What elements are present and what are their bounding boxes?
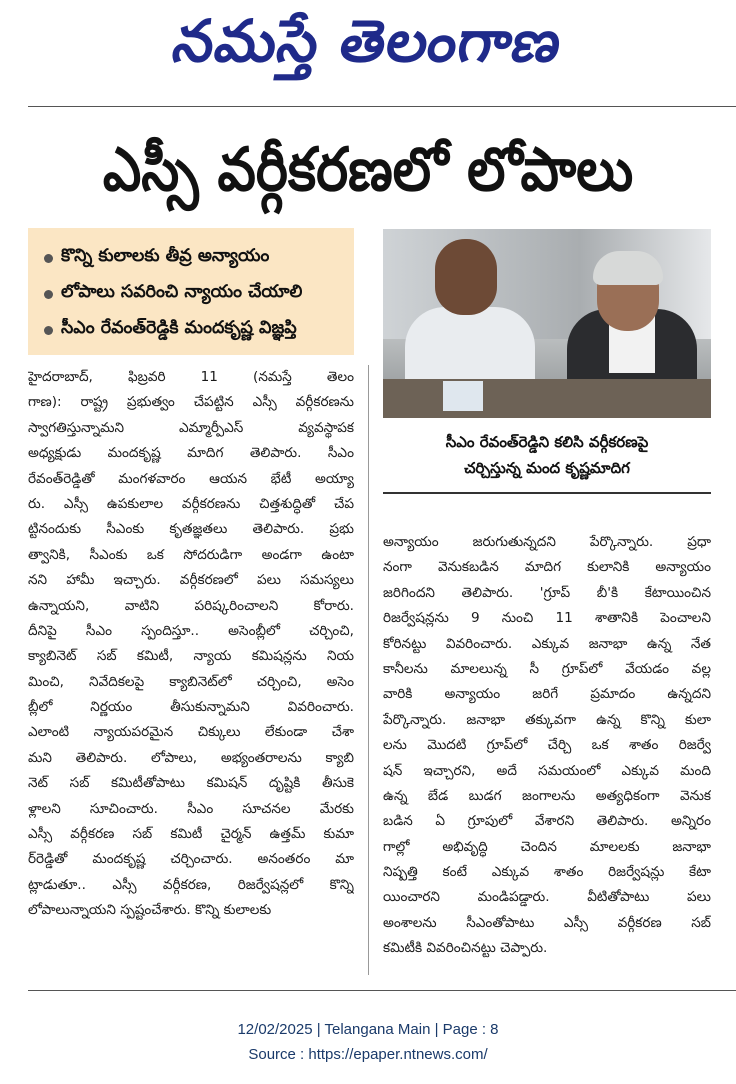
article-line: బడిన ఏ గ్రూపులో వేశారని తెలిపారు. అన్నిరం [383,813,711,830]
article-line: పేర్కొన్నారు. జనాభా తక్కువగా ఉన్న కొన్ని కులా [383,711,711,728]
article-line: అధ్యక్షుడు మందకృష్ణ మాదిగ తెలిపారు. సీఎం [28,445,354,462]
article-line: నిష్పత్తి కంటే ఎక్కువ శాతం రిజర్వేషన్లు కేటా [383,864,711,881]
article-line: రు. ఎస్సీ ఉపకులాల వర్గీకరణను చిత్తశుద్ధితో చేప [28,495,354,512]
caption-line: చర్చిస్తున్న మంద కృష్ణమాదిగ [464,459,630,477]
news-photo [383,229,711,418]
footer-date-edition: 12/02/2025 | Telangana Main | Page : 8 [237,1021,499,1038]
article-column-right [383,530,711,962]
column-divider [368,365,369,975]
article-line: రిజర్వేషన్లను 9 నుంచి 11 శాతానికి పెంచాలని [383,610,711,627]
article-line: ఎలాంటి న్యాయపరమైన చిక్కులు లేకుండా చేశా [28,724,354,741]
article-line: బ్లీలో నిర్ణయం తీసుకున్నామని వివరించారు. [28,699,354,716]
article-line: హైదరాబాద్, ఫిబ్రవరి 11 (నమస్తే తెలం [28,369,354,385]
bullet-icon [44,254,53,263]
article-headline: ఎస్సీ వర్గీకరణలో లోపాలు [102,135,634,205]
highlights-box [28,228,354,355]
article-line: ట్టినందుకు సీఎంకు కృతజ్ఞతలు తెలిపారు. ప్రభు [28,521,354,538]
bullet-icon [44,326,53,335]
article-line: ళ్లాలని సూచించారు. సీఎం సూచనల మేరకు [28,800,354,817]
article-line: ఉన్నాయని, వాటిని పరిష్కరించాలని కోరారు. [28,597,354,614]
article-line: స్వాగతిస్తున్నామని ఎమ్మార్పీఎస్ వ్యవస్థాపక [28,419,354,436]
caption-line: సీఎం రేవంత్‌రెడ్డిని కలిసి వర్గీకరణపై [445,433,649,451]
article-line: మించి, నివేదికలపై క్యాబినెట్‌లో చర్చించి, అసెం [28,673,354,690]
article-line: త్వానికి, సీఎంకు ఒక సోదరుడిగా అండగా ఉంటా [28,546,354,563]
masthead-rule [28,106,736,107]
article-line: గాణ): రాష్ట్ర ప్రభుత్వం చేపట్టిన ఎస్సీ వర్గీకరణను [28,394,354,411]
highlight-item [44,276,344,312]
article-line: కానీలను మాలలున్న సీ గ్రూప్‌లో వేయడం వల్ల [383,660,711,677]
article-column-left [28,365,354,924]
highlight-item [44,240,344,276]
article-line: క్యాబినెట్ సబ్ కమిటీ, న్యాయ కమిషన్లను నియ [28,648,354,665]
article-line: ఉన్న బేడ బుడగ జంగాలను అత్యధికంగా వెనుక [383,787,711,804]
article-line: నని హామీ ఇచ్చారు. వర్గీకరణలో పలు సమస్యలు [28,572,354,589]
article-line: కోరినట్టు వివరించారు. ఎక్కువ జనాభా ఉన్న నేత [383,635,711,652]
article-line: అంశాలను సీఎంతోపాటు ఎస్సీ వర్గీకరణ సబ్ [383,914,711,931]
article-line: నంగా వెనుకబడిన మాదిగ కులానికి అన్యాయం [383,559,711,576]
article-line: ఎస్సీ వర్గీకరణ సబ్ కమిటీ చైర్మన్ ఉత్తమ్ కుమా [28,826,354,843]
footer-rule [28,990,736,991]
highlight-text: సీఎం రేవంత్‌రెడ్డికి మందకృష్ణ విజ్ఞప్తి [61,318,297,338]
article-line: దీనిపై సీఎం స్పందిస్తూ.. అసెంబ్లీలో చర్చించి, [28,622,354,639]
masthead-logo: నమస్తే తెలంగాణ [168,7,568,75]
article-line: రేవంత్‌రెడ్డితో మంగళవారం ఆయన భేటీ అయ్యా [28,470,354,487]
article-line: వారికి అన్యాయం జరిగే ప్రమాదం ఉన్నదని [383,686,711,703]
article-line: అన్యాయం జరుగుతున్నదని పేర్కొన్నారు. ప్రధా [383,534,711,550]
article-line: గాల్లో అభివృద్ధి చెందిన మాలలకు జనాభా [383,838,711,855]
article-line: లోపాలున్నాయని స్పష్టంచేశారు. కొన్ని కులాలకు [28,902,272,919]
article-line: ర్‌రెడ్డితో మందకృష్ణ చర్చించారు. అనంతరం మా [28,851,354,868]
article-line: మని తెలిపారు. లోపాలు, అభ్యంతరాలను క్యాబి [28,749,354,766]
footer-source: Source : https://epaper.ntnews.com/ [248,1046,488,1063]
photo-caption [383,421,711,489]
highlight-text: లోపాలు సవరించి న్యాయం చేయాలి [61,282,303,302]
article-line: షన్ ఇచ్చారని, అదే సమయంలో ఎక్కువ మంది [383,762,711,779]
footer [0,1017,736,1067]
article-line: నెట్ సబ్ కమిటీతోపాటు కమిషన్ దృష్టికి తీసుకె [28,775,354,792]
article-line: యించారని మండిపడ్డారు. వీటితోపాటు పలు [383,889,711,906]
bullet-icon [44,290,53,299]
article-line: కమిటీకి వివరించినట్టు చెప్పారు. [383,940,548,957]
highlight-item [44,312,344,348]
article-line: ట్లాడుతూ.. ఎస్సీ వర్గీకరణ, రిజర్వేషన్లలో కొన్ని [28,876,354,893]
highlight-text: కొన్ని కులాలకు తీవ్ర అన్యాయం [61,246,270,266]
caption-rule [383,492,711,494]
article-line: జరిగిందని తెలిపారు. 'గ్రూప్ బీ'కి కేటాయించిన [383,584,711,601]
article-line: లను మొదటి గ్రూప్‌లో చేర్చి ఒక శాతం రిజర్వే [383,737,711,754]
masthead [0,0,736,104]
